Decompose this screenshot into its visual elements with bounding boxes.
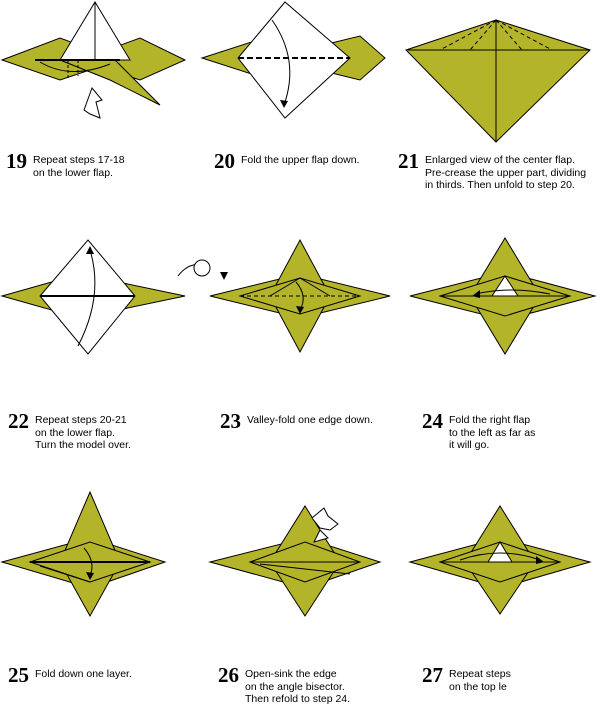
step-number: 21	[398, 149, 419, 173]
step-21	[398, 150, 586, 192]
diagram-step-24	[400, 236, 600, 366]
diagram-step-21	[400, 0, 600, 150]
diagram-step-20	[200, 0, 400, 140]
step-number: 24	[422, 409, 443, 433]
diagram-step-26	[200, 490, 400, 620]
step-instruction: Repeat steps 17-18 on the lower flap.	[33, 154, 125, 179]
diagram-step-27	[400, 490, 600, 620]
diagram-step-23	[170, 236, 400, 366]
step-23	[220, 410, 373, 432]
step-number: 19	[6, 149, 27, 173]
step-instruction: Fold the upper flap down.	[241, 154, 360, 166]
step-number: 23	[220, 409, 241, 433]
step-instruction: Fold the right flap to the left as far as it will go.	[449, 414, 536, 451]
step-27	[422, 664, 511, 693]
step-26	[218, 664, 350, 706]
step-instruction: Repeat steps on the top le	[449, 668, 511, 693]
step-22	[8, 410, 131, 452]
step-20	[214, 150, 360, 172]
step-number: 20	[214, 149, 235, 173]
diagram-step-25	[0, 490, 200, 620]
step-24	[422, 410, 535, 452]
step-instruction: Open-sink the edge on the angle bisector. Then refold to step 24.	[245, 668, 351, 705]
step-number: 26	[218, 663, 239, 687]
step-number: 27	[422, 663, 443, 687]
diagram-step-19	[0, 0, 200, 140]
step-instruction: Repeat steps 20-21 on the lower flap. Turn the model over.	[35, 414, 131, 451]
step-instruction: Valley-fold one edge down.	[247, 414, 373, 426]
step-instruction: Fold down one layer.	[35, 668, 132, 680]
step-number: 22	[8, 409, 29, 433]
step-25	[8, 664, 132, 686]
step-19	[6, 150, 125, 179]
step-number: 25	[8, 663, 29, 687]
step-instruction: Enlarged view of the center flap. Pre-crease the upper part, dividing in thirds. Then unfold to step 20.	[425, 154, 587, 191]
